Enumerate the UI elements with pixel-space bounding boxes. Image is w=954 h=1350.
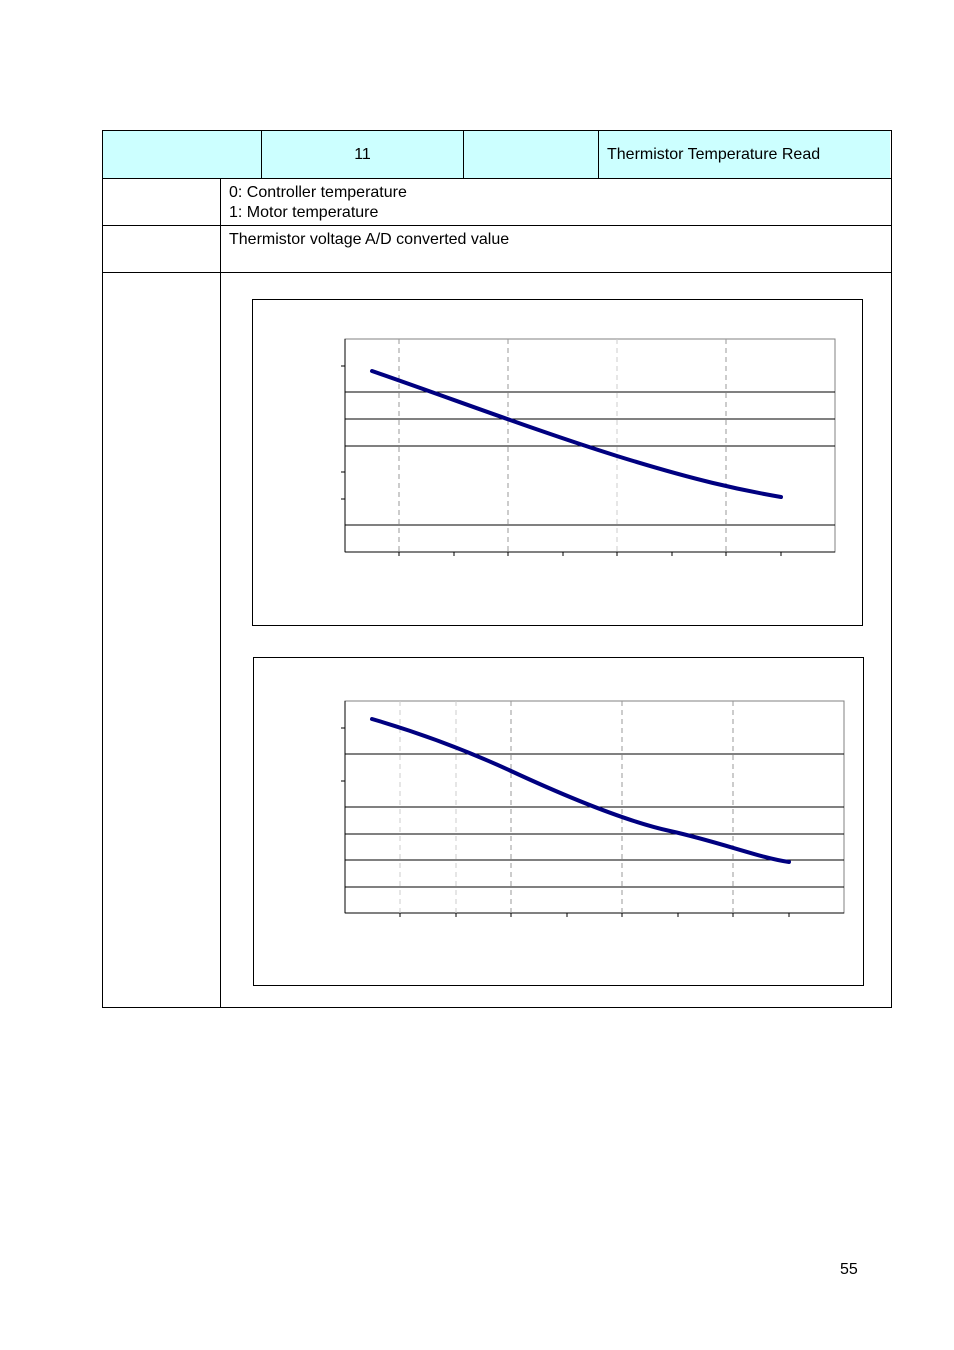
- command-name: Thermistor Temperature Read: [607, 145, 821, 163]
- chart-2-curve: [372, 719, 789, 862]
- parameter-line-2: 1: Motor temperature: [229, 204, 379, 221]
- parameter-line-1: 0: Controller temperature: [229, 184, 407, 201]
- response-text: Thermistor voltage A/D converted value: [229, 231, 510, 248]
- page-number: 55: [840, 1261, 858, 1278]
- command-number: 11: [354, 145, 371, 163]
